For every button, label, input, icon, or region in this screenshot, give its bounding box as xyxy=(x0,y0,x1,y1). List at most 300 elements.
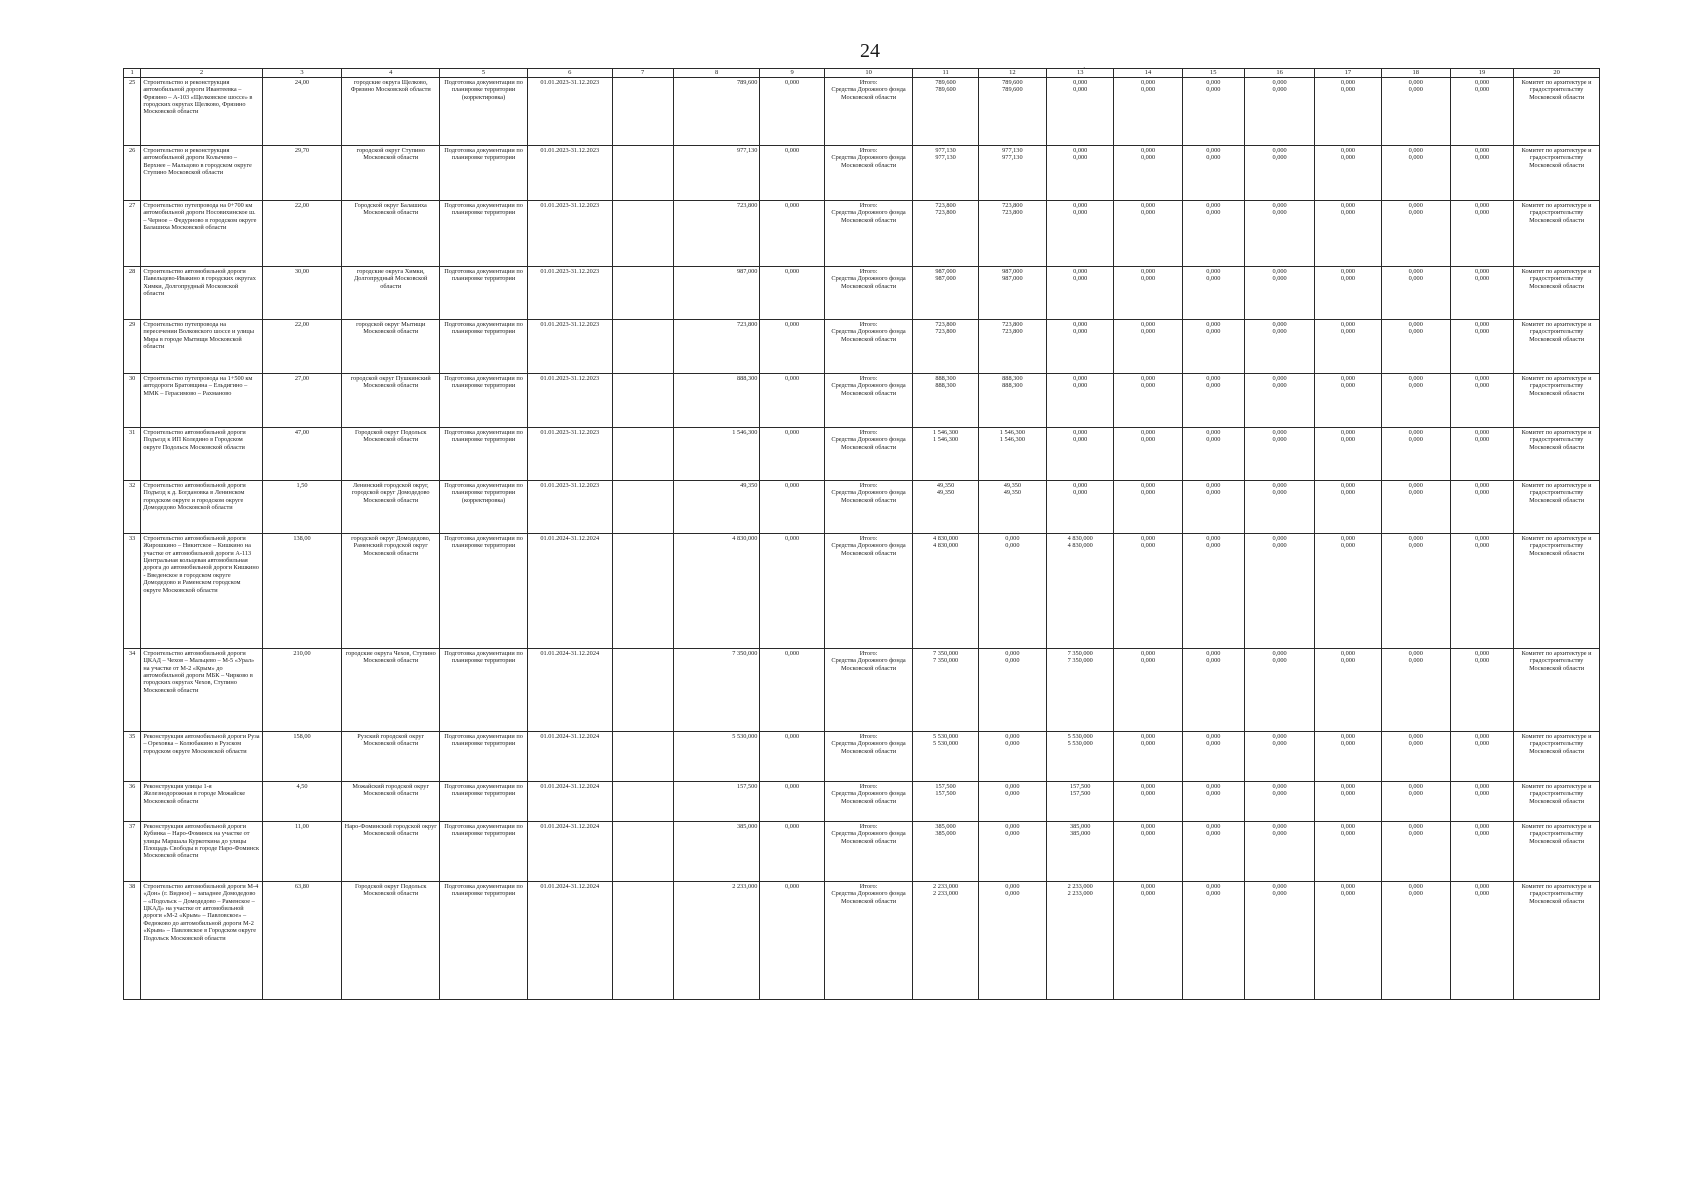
length-cell: 63,80 xyxy=(262,881,342,999)
fund-value: 4 830,000 xyxy=(1067,542,1093,550)
location-cell: городской округ Домодедово, Раменский городской округ Московской области xyxy=(342,533,440,648)
length-cell: 47,00 xyxy=(262,427,342,480)
year-value-cell xyxy=(1315,145,1381,200)
year-value-cell xyxy=(1315,427,1381,480)
year-value-cell xyxy=(978,648,1046,731)
total-value: 2 233,000 xyxy=(932,882,959,890)
total-value: 0,000 xyxy=(1340,822,1356,830)
year-value-cell xyxy=(1315,821,1381,881)
year-value-cell xyxy=(1114,200,1182,266)
total-value: 0,000 xyxy=(1140,782,1156,790)
length-cell: 24,00 xyxy=(262,77,342,145)
customer-cell: Комитет по архитектуре и градостроительству Московской области xyxy=(1514,480,1600,533)
fund-value: 0,000 xyxy=(1474,657,1490,665)
fund-value: 0,000 xyxy=(1272,740,1287,748)
total-value: 0,000 xyxy=(1073,428,1088,436)
empty-cell xyxy=(612,77,673,145)
location-cell: городские округа Щелково, Фрязино Московской области xyxy=(342,77,440,145)
total-value: 2 233,000 xyxy=(1067,882,1093,890)
work-type-cell: Подготовка документации по планировке территории xyxy=(440,781,528,821)
total-value: 0,000 xyxy=(1340,534,1356,542)
total-value: 723,800 xyxy=(935,320,956,328)
funding-total-label: Итого: xyxy=(859,78,878,86)
fund-value: 0,000 xyxy=(1474,382,1490,390)
financed-cell: 0,000 xyxy=(760,781,824,821)
total-value: 0,000 xyxy=(1408,146,1423,154)
fund-value: 0,000 xyxy=(1272,275,1287,283)
period-cell: 01.01.2023-31.12.2023 xyxy=(527,427,612,480)
fund-value: 0,000 xyxy=(1408,382,1423,390)
year-value-cell xyxy=(1114,373,1182,427)
total-value: 0,000 xyxy=(1272,732,1287,740)
total-value: 1 546,300 xyxy=(932,428,959,436)
year-value-cell xyxy=(1244,533,1314,648)
column-number: 11 xyxy=(913,69,978,78)
total-value: 0,000 xyxy=(1140,649,1156,657)
empty-cell xyxy=(612,881,673,999)
year-value-cell xyxy=(1244,821,1314,881)
year-value-cell xyxy=(1381,266,1450,319)
fund-value: 723,800 xyxy=(1002,328,1023,336)
total-value: 0,000 xyxy=(1140,732,1156,740)
year-value-cell xyxy=(1315,200,1381,266)
total-value: 987,000 xyxy=(1002,267,1023,275)
customer-cell: Комитет по архитектуре и градостроительству Московской области xyxy=(1514,200,1600,266)
year-value-cell xyxy=(1315,881,1381,999)
table-row xyxy=(124,145,1600,200)
year-value-cell xyxy=(1114,77,1182,145)
customer-cell: Комитет по архитектуре и градостроительству Московской области xyxy=(1514,427,1600,480)
total-value: 0,000 xyxy=(1474,374,1490,382)
period-cell: 01.01.2024-31.12.2024 xyxy=(527,881,612,999)
cost-cell: 723,800 xyxy=(673,319,760,373)
fund-value: 0,000 xyxy=(1206,489,1221,497)
length-cell: 1,50 xyxy=(262,480,342,533)
period-cell: 01.01.2023-31.12.2023 xyxy=(527,319,612,373)
table-row xyxy=(124,648,1600,731)
year-value-cell xyxy=(1381,480,1450,533)
fund-value: 0,000 xyxy=(1140,542,1156,550)
fund-value: 0,000 xyxy=(1408,830,1423,838)
year-value-cell xyxy=(1450,373,1513,427)
year-value-cell xyxy=(1381,781,1450,821)
cost-cell: 5 530,000 xyxy=(673,731,760,781)
fund-value: 0,000 xyxy=(1340,790,1356,798)
fund-value: 0,000 xyxy=(1408,740,1423,748)
year-value-cell xyxy=(1114,266,1182,319)
fund-value: 0,000 xyxy=(1005,657,1020,665)
column-number: 2 xyxy=(141,69,262,78)
total-value: 0,000 xyxy=(1272,374,1287,382)
fund-value: 0,000 xyxy=(1474,436,1490,444)
column-number: 10 xyxy=(824,69,913,78)
year-value-cell xyxy=(1450,533,1513,648)
funding-total-label: Итого: xyxy=(859,481,878,489)
total-value: 0,000 xyxy=(1474,782,1490,790)
column-number: 17 xyxy=(1315,69,1381,78)
length-cell: 158,00 xyxy=(262,731,342,781)
funding-source-cell xyxy=(824,480,913,533)
period-cell: 01.01.2024-31.12.2024 xyxy=(527,648,612,731)
year-value-cell xyxy=(1381,145,1450,200)
table-row xyxy=(124,319,1600,373)
total-value: 0,000 xyxy=(1474,882,1490,890)
total-value: 0,000 xyxy=(1340,320,1356,328)
total-value: 0,000 xyxy=(1206,374,1221,382)
year-value-cell xyxy=(1244,145,1314,200)
total-value: 0,000 xyxy=(1140,201,1156,209)
year-value-cell xyxy=(1114,427,1182,480)
table-row xyxy=(124,77,1600,145)
customer-cell: Комитет по архитектуре и градостроительству Московской области xyxy=(1514,145,1600,200)
total-value: 0,000 xyxy=(1408,534,1423,542)
financed-cell: 0,000 xyxy=(760,648,824,731)
page-number: 24 xyxy=(860,40,880,62)
object-name-cell: Реконструкция автомобильной дороги Руза – Ореховка – Колюбакино в Рузском городском округе Московской области xyxy=(141,731,262,781)
table-row xyxy=(124,533,1600,648)
total-value: 0,000 xyxy=(1474,428,1490,436)
program-table xyxy=(123,68,1600,1000)
total-value: 0,000 xyxy=(1474,481,1490,489)
fund-value: 987,000 xyxy=(935,275,956,283)
total-value: 0,000 xyxy=(1140,267,1156,275)
total-value: 7 350,000 xyxy=(1067,649,1093,657)
object-name-cell: Строительство автомобильной дороги Подъезд к ИП Коледино в Городском округе Подольск Московской области xyxy=(141,427,262,480)
fund-value: 789,600 xyxy=(1002,86,1023,94)
total-value: 0,000 xyxy=(1140,374,1156,382)
stray-mark: · xyxy=(1083,64,1086,73)
fund-value: 0,000 xyxy=(1073,209,1088,217)
fund-value: 0,000 xyxy=(1272,328,1287,336)
total-value: 0,000 xyxy=(1340,649,1356,657)
financed-cell: 0,000 xyxy=(760,319,824,373)
year-value-cell xyxy=(913,427,978,480)
year-value-cell xyxy=(1244,781,1314,821)
fund-value: 0,000 xyxy=(1272,154,1287,162)
fund-value: 385,000 xyxy=(935,830,956,838)
year-value-cell xyxy=(1114,145,1182,200)
row-number-cell: 25 xyxy=(124,77,141,145)
fund-value: 0,000 xyxy=(1340,86,1356,94)
fund-value: 0,000 xyxy=(1140,382,1156,390)
total-value: 0,000 xyxy=(1206,481,1221,489)
fund-value: 0,000 xyxy=(1340,382,1356,390)
year-value-cell xyxy=(1315,731,1381,781)
total-value: 0,000 xyxy=(1408,267,1423,275)
fund-value: 0,000 xyxy=(1140,740,1156,748)
year-value-cell xyxy=(913,881,978,999)
fund-value: 0,000 xyxy=(1408,542,1423,550)
year-value-cell xyxy=(1182,266,1244,319)
fund-value: 0,000 xyxy=(1408,209,1423,217)
length-cell: 29,70 xyxy=(262,145,342,200)
funding-total-label: Итого: xyxy=(859,822,878,830)
funding-source-cell xyxy=(824,731,913,781)
total-value: 987,000 xyxy=(935,267,956,275)
year-value-cell xyxy=(913,266,978,319)
total-value: 0,000 xyxy=(1073,374,1088,382)
funding-source-cell xyxy=(824,200,913,266)
empty-cell xyxy=(612,319,673,373)
year-value-cell xyxy=(978,821,1046,881)
object-name-cell: Реконструкция автомобильной дороги Кубинка – Наро-Фоминск на участке от улицы Маршала Куркоткина до улицы Площадь Свободы в городе Наро-Фоминск Московской области xyxy=(141,821,262,881)
customer-cell: Комитет по архитектуре и градостроительству Московской области xyxy=(1514,731,1600,781)
total-value: 0,000 xyxy=(1140,882,1156,890)
total-value: 4 830,000 xyxy=(1067,534,1093,542)
year-value-cell xyxy=(1315,319,1381,373)
period-cell: 01.01.2024-31.12.2024 xyxy=(527,533,612,648)
year-value-cell xyxy=(1244,319,1314,373)
total-value: 0,000 xyxy=(1206,78,1221,86)
year-value-cell xyxy=(1047,821,1114,881)
year-value-cell xyxy=(1047,266,1114,319)
customer-cell: Комитет по архитектуре и градостроительству Московской области xyxy=(1514,781,1600,821)
total-value: 0,000 xyxy=(1005,649,1020,657)
year-value-cell xyxy=(1047,373,1114,427)
total-value: 0,000 xyxy=(1206,320,1221,328)
year-value-cell xyxy=(978,319,1046,373)
fund-value: 0,000 xyxy=(1474,830,1490,838)
year-value-cell xyxy=(1244,77,1314,145)
total-value: 0,000 xyxy=(1474,78,1490,86)
fund-value: 0,000 xyxy=(1073,328,1088,336)
fund-value: 0,000 xyxy=(1206,275,1221,283)
work-type-cell: Подготовка документации по планировке территории xyxy=(440,266,528,319)
year-value-cell xyxy=(1182,480,1244,533)
funding-fund-label: Средства Дорожного фонда Московской области xyxy=(831,382,906,397)
fund-value: 0,000 xyxy=(1408,154,1423,162)
column-number: 4 xyxy=(342,69,440,78)
period-cell: 01.01.2023-31.12.2023 xyxy=(527,77,612,145)
length-cell: 22,00 xyxy=(262,200,342,266)
year-value-cell xyxy=(1381,648,1450,731)
total-value: 0,000 xyxy=(1474,201,1490,209)
fund-value: 157,500 xyxy=(935,790,956,798)
total-value: 0,000 xyxy=(1408,732,1423,740)
total-value: 0,000 xyxy=(1005,882,1020,890)
year-value-cell xyxy=(1244,731,1314,781)
total-value: 0,000 xyxy=(1272,782,1287,790)
fund-value: 0,000 xyxy=(1206,890,1221,898)
total-value: 723,800 xyxy=(1002,320,1023,328)
location-cell: Ленинский городской округ, городской округ Домодедово Московской области xyxy=(342,480,440,533)
year-value-cell xyxy=(1450,781,1513,821)
funding-source-cell xyxy=(824,145,913,200)
total-value: 0,000 xyxy=(1408,320,1423,328)
period-cell: 01.01.2023-31.12.2023 xyxy=(527,200,612,266)
total-value: 0,000 xyxy=(1206,267,1221,275)
total-value: 385,000 xyxy=(1069,822,1091,830)
table-row xyxy=(124,266,1600,319)
financed-cell: 0,000 xyxy=(760,145,824,200)
fund-value: 977,130 xyxy=(1002,154,1023,162)
fund-value: 5 530,000 xyxy=(932,740,959,748)
year-value-cell xyxy=(1315,781,1381,821)
year-value-cell xyxy=(978,266,1046,319)
fund-value: 0,000 xyxy=(1474,542,1490,550)
year-value-cell xyxy=(1047,648,1114,731)
total-value: 723,800 xyxy=(1002,201,1023,209)
year-value-cell xyxy=(1114,821,1182,881)
fund-value: 0,000 xyxy=(1340,542,1356,550)
total-value: 0,000 xyxy=(1272,428,1287,436)
fund-value: 0,000 xyxy=(1073,86,1088,94)
year-value-cell xyxy=(1450,821,1513,881)
funding-fund-label: Средства Дорожного фонда Московской области xyxy=(831,542,906,557)
total-value: 0,000 xyxy=(1206,146,1221,154)
cost-cell: 2 233,000 xyxy=(673,881,760,999)
fund-value: 0,000 xyxy=(1272,890,1287,898)
fund-value: 0,000 xyxy=(1272,790,1287,798)
year-value-cell xyxy=(1182,427,1244,480)
fund-value: 0,000 xyxy=(1073,489,1088,497)
total-value: 0,000 xyxy=(1272,649,1287,657)
year-value-cell xyxy=(1315,77,1381,145)
table-row xyxy=(124,427,1600,480)
financed-cell: 0,000 xyxy=(760,200,824,266)
year-value-cell xyxy=(1244,266,1314,319)
period-cell: 01.01.2023-31.12.2023 xyxy=(527,145,612,200)
customer-cell: Комитет по архитектуре и градостроительству Московской области xyxy=(1514,266,1600,319)
total-value: 0,000 xyxy=(1272,78,1287,86)
row-number-cell: 29 xyxy=(124,319,141,373)
year-value-cell xyxy=(1381,731,1450,781)
fund-value: 0,000 xyxy=(1206,154,1221,162)
fund-value: 0,000 xyxy=(1474,740,1490,748)
funding-source-cell xyxy=(824,319,913,373)
total-value: 0,000 xyxy=(1005,732,1020,740)
total-value: 0,000 xyxy=(1408,201,1423,209)
year-value-cell xyxy=(978,427,1046,480)
total-value: 0,000 xyxy=(1474,732,1490,740)
row-number-cell: 35 xyxy=(124,731,141,781)
funding-fund-label: Средства Дорожного фонда Московской области xyxy=(831,890,906,905)
table-row xyxy=(124,373,1600,427)
fund-value: 0,000 xyxy=(1272,657,1287,665)
funding-source-cell xyxy=(824,533,913,648)
year-value-cell xyxy=(978,145,1046,200)
funding-fund-label: Средства Дорожного фонда Московской области xyxy=(831,275,906,290)
year-value-cell xyxy=(1381,821,1450,881)
year-value-cell xyxy=(1244,480,1314,533)
length-cell: 30,00 xyxy=(262,266,342,319)
year-value-cell xyxy=(978,731,1046,781)
row-number-cell: 26 xyxy=(124,145,141,200)
year-value-cell xyxy=(978,533,1046,648)
customer-cell: Комитет по архитектуре и градостроительству Московской области xyxy=(1514,319,1600,373)
object-name-cell: Строительство путепровода на 1+500 км автодороги Братовщина – Ельдигино – ММК – Герасимово – Рахманово xyxy=(141,373,262,427)
financed-cell: 0,000 xyxy=(760,427,824,480)
year-value-cell xyxy=(1114,781,1182,821)
work-type-cell: Подготовка документации по планировке территории xyxy=(440,881,528,999)
customer-cell: Комитет по архитектуре и градостроительству Московской области xyxy=(1514,648,1600,731)
fund-value: 0,000 xyxy=(1340,154,1356,162)
work-type-cell: Подготовка документации по планировке территории (корректировка) xyxy=(440,77,528,145)
total-value: 1 546,300 xyxy=(999,428,1025,436)
fund-value: 157,500 xyxy=(1069,790,1091,798)
column-number: 8 xyxy=(673,69,760,78)
empty-cell xyxy=(612,266,673,319)
total-value: 0,000 xyxy=(1073,146,1088,154)
funding-source-cell xyxy=(824,266,913,319)
fund-value: 0,000 xyxy=(1140,657,1156,665)
year-value-cell xyxy=(913,533,978,648)
fund-value: 7 350,000 xyxy=(1067,657,1093,665)
total-value: 0,000 xyxy=(1140,822,1156,830)
total-value: 0,000 xyxy=(1206,649,1221,657)
column-number: 7 xyxy=(612,69,673,78)
funding-source-cell xyxy=(824,821,913,881)
year-value-cell xyxy=(1114,731,1182,781)
object-name-cell: Строительство и реконструкция автомобильной дороги Колычево – Верхнее – Мальцово в городском округе Ступино Московской области xyxy=(141,145,262,200)
fund-value: 0,000 xyxy=(1073,382,1088,390)
total-value: 888,300 xyxy=(935,374,956,382)
total-value: 0,000 xyxy=(1474,320,1490,328)
year-value-cell xyxy=(1182,200,1244,266)
work-type-cell: Подготовка документации по планировке территории xyxy=(440,821,528,881)
financed-cell: 0,000 xyxy=(760,480,824,533)
customer-cell: Комитет по архитектуре и градостроительству Московской области xyxy=(1514,373,1600,427)
row-number-cell: 38 xyxy=(124,881,141,999)
total-value: 0,000 xyxy=(1073,320,1088,328)
year-value-cell xyxy=(1047,781,1114,821)
location-cell: Наро-Фоминский городской округ Московской области xyxy=(342,821,440,881)
location-cell: городские округа Чехов, Ступино Московской области xyxy=(342,648,440,731)
location-cell: Городской округ Подольск Московской области xyxy=(342,427,440,480)
funding-total-label: Итого: xyxy=(859,534,878,542)
fund-value: 0,000 xyxy=(1140,209,1156,217)
customer-cell: Комитет по архитектуре и градостроительству Московской области xyxy=(1514,821,1600,881)
total-value: 0,000 xyxy=(1206,428,1221,436)
fund-value: 977,130 xyxy=(935,154,956,162)
fund-value: 0,000 xyxy=(1073,275,1088,283)
total-value: 49,350 xyxy=(1003,481,1022,489)
table-row xyxy=(124,821,1600,881)
year-value-cell xyxy=(913,781,978,821)
funding-fund-label: Средства Дорожного фонда Московской области xyxy=(831,209,906,224)
length-cell: 27,00 xyxy=(262,373,342,427)
total-value: 0,000 xyxy=(1408,782,1423,790)
year-value-cell xyxy=(1315,373,1381,427)
year-value-cell xyxy=(913,373,978,427)
object-name-cell: Строительство автомобильной дороги Павельцево-Ивакино в городских округах Химки, Долгопрудный Московской области xyxy=(141,266,262,319)
fund-value: 0,000 xyxy=(1272,542,1287,550)
fund-value: 0,000 xyxy=(1408,790,1423,798)
year-value-cell xyxy=(978,373,1046,427)
total-value: 0,000 xyxy=(1272,267,1287,275)
column-number: 19 xyxy=(1450,69,1513,78)
year-value-cell xyxy=(978,77,1046,145)
fund-value: 0,000 xyxy=(1206,830,1221,838)
work-type-cell: Подготовка документации по планировке территории xyxy=(440,533,528,648)
year-value-cell xyxy=(1047,77,1114,145)
location-cell: городской округ Ступино Московской области xyxy=(342,145,440,200)
object-name-cell: Строительство автомобильной дороги М-4 «Дон» (г. Видное) – западнее Домодедово – «Подольск – Домодедово – Раменское – ЦКАД» на участке от автомобильной дороги «М-2 «Крым» – Павловское» – Федюково до автомобильной дороги М-2 «Крым» – Павловское в Городском округе Подольск Московской области xyxy=(141,881,262,999)
fund-value: 0,000 xyxy=(1408,890,1423,898)
column-number-row xyxy=(124,69,1600,78)
total-value: 0,000 xyxy=(1206,882,1221,890)
fund-value: 0,000 xyxy=(1340,657,1356,665)
period-cell: 01.01.2024-31.12.2024 xyxy=(527,731,612,781)
object-name-cell: Строительство путепровода на пересечении Волковского шоссе и улицы Мира в городе Мытищи Московской области xyxy=(141,319,262,373)
funding-fund-label: Средства Дорожного фонда Московской области xyxy=(831,790,906,805)
work-type-cell: Подготовка документации по планировке территории (корректировка) xyxy=(440,480,528,533)
fund-value: 0,000 xyxy=(1408,489,1423,497)
work-type-cell: Подготовка документации по планировке территории xyxy=(440,200,528,266)
total-value: 789,600 xyxy=(935,78,956,86)
empty-cell xyxy=(612,200,673,266)
funding-fund-label: Средства Дорожного фонда Московской области xyxy=(831,436,906,451)
